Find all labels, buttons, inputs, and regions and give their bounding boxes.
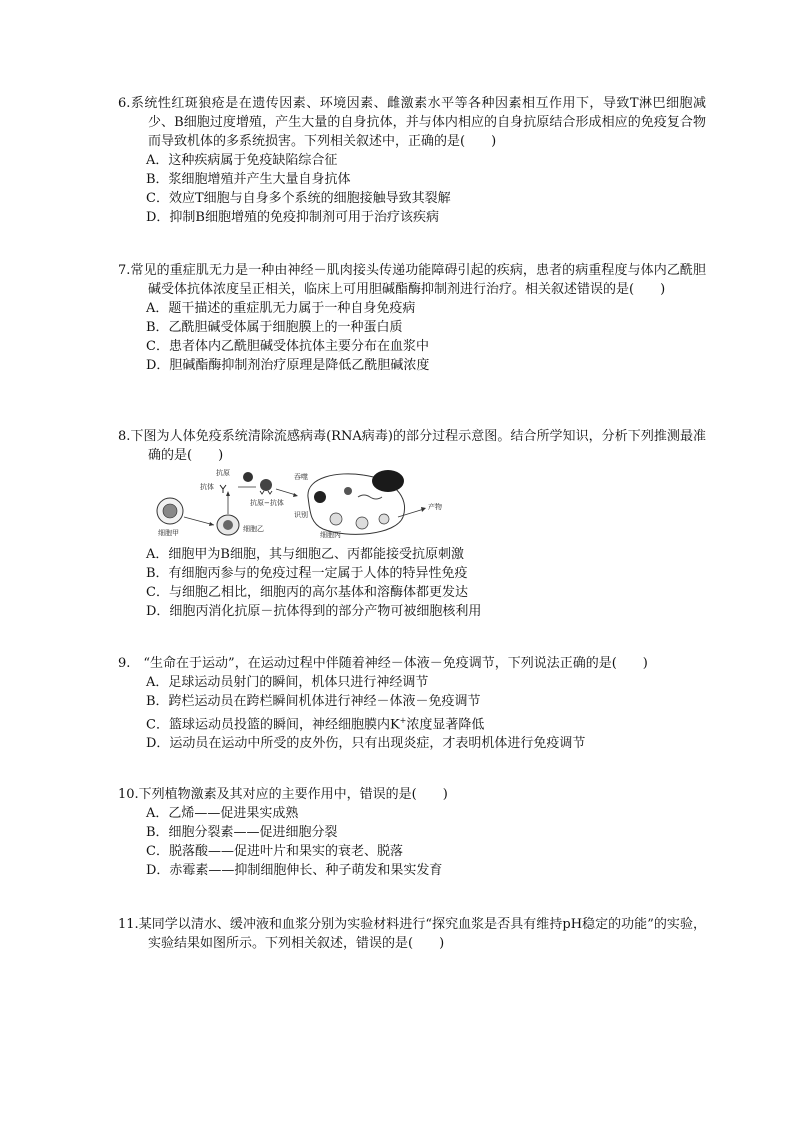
option-d: D．赤霉素——抑制细胞伸长、种子萌发和果实发育 — [146, 863, 443, 878]
product-label: 产物 — [428, 503, 442, 511]
arrow-to-cell-c — [276, 489, 296, 495]
arrow-a-to-b — [184, 517, 214, 525]
option-list — [118, 673, 706, 753]
question-stem: 9. “生命在于运动”，在运动过程中伴随着神经－体液－免疫调节，下列说法正确的是( ) — [118, 656, 648, 671]
question-10 — [118, 785, 706, 880]
option-d: D．运动员在运动中所受的皮外伤，只有出现炎症，才表明机体进行免疫调节 — [146, 736, 586, 752]
option-list — [118, 151, 706, 227]
option-d: D．细胞丙消化抗原－抗体得到的部分产物可被细胞核利用 — [146, 604, 482, 619]
phagosome — [356, 517, 368, 529]
question-6 — [118, 94, 706, 227]
option-a: A．细胞甲为B细胞，其与细胞乙、丙都能接受抗原刺激 — [146, 547, 464, 562]
question-stem: 8.下图为人体免疫系统清除流感病毒(RNA病毒)的部分过程示意图。结合所学知识，分析下列推测最准确的是( ) — [118, 429, 706, 463]
option-b: B．跨栏运动员在跨栏瞬间机体进行神经－体液－免疫调节 — [146, 694, 481, 709]
option-c: C．与细胞乙相比，细胞丙的高尔基体和溶酶体都更发达 — [146, 585, 468, 600]
option-c-text: C．篮球运动员投篮的瞬间，神经细胞膜内K — [146, 717, 400, 733]
option-list — [118, 804, 706, 880]
option-b: B．有细胞丙参与的免疫过程一定属于人体的特异性免疫 — [146, 566, 468, 581]
antibody-symbol — [220, 485, 226, 493]
option-c: C．效应T细胞与自身多个系统的细胞接触导致其裂解 — [146, 191, 451, 206]
cell-c-nucleus — [372, 470, 404, 492]
option-d: D．胆碱酯酶抑制剂治疗原理是降低乙酰胆碱浓度 — [146, 358, 430, 373]
arrow-head — [421, 507, 426, 512]
arrow-head — [209, 522, 214, 526]
phagosome — [379, 514, 389, 524]
cell-c-label: 细胞丙 — [320, 531, 341, 539]
cell-b-label: 细胞乙 — [243, 525, 264, 533]
cell-b-nucleus — [223, 520, 233, 530]
vesicle — [314, 491, 326, 503]
option-c: C．脱落酸——促进叶片和果实的衰老、脱落 — [146, 844, 403, 859]
antigen-symbol — [243, 472, 253, 482]
option-list — [118, 545, 706, 621]
arrow-head — [226, 491, 230, 496]
option-c-text-end: 浓度显著降低 — [406, 717, 485, 733]
complex-symbol — [260, 479, 272, 491]
option-b: B．乙酰胆碱受体属于细胞膜上的一种蛋白质 — [146, 320, 403, 335]
lysosome — [344, 487, 352, 495]
question-stem: 10.下列植物激素及其对应的主要作用中，错误的是( ) — [118, 787, 448, 802]
question-stem: 6.系统性红斑狼疮是在遗传因素、环境因素、雌激素水平等各种因素相互作用下，导致T淋巴细胞减少、B细胞过度增殖，产生大量的自身抗体，并与体内相应的自身抗原结合形成相应的免疫复合物而导致机体的多系统损害。下列相关叙述中，正确的是( ) — [118, 96, 706, 149]
phagosome — [330, 513, 342, 525]
question-8 — [118, 427, 706, 621]
engulf-label: 吞噬 — [294, 473, 308, 481]
option-d: D．抑制B细胞增殖的免疫抑制剂可用于治疗该疾病 — [146, 210, 439, 225]
question-7 — [118, 261, 706, 375]
arrow-head — [293, 493, 298, 497]
option-a: A．题干描述的重症肌无力属于一种自身免疫病 — [146, 301, 416, 316]
option-b: B．浆细胞增殖并产生大量自身抗体 — [146, 172, 351, 187]
cell-a-label: 细胞甲 — [158, 529, 179, 537]
question-9 — [118, 654, 706, 753]
option-c — [118, 711, 706, 734]
question-stem: 11.某同学以清水、缓冲液和血浆分别为实验材料进行“探究血浆是否具有维持pH稳定的功能”的实验，实验结果如图所示。下列相关叙述，错误的是( ) — [118, 917, 706, 951]
option-b: B．细胞分裂素——促进细胞分裂 — [146, 825, 338, 840]
antibody-label: 抗体 — [200, 483, 214, 491]
cell-a-nucleus — [163, 504, 177, 518]
recognize-label: 识别 — [294, 511, 308, 519]
immune-process-figure — [148, 467, 448, 539]
option-a: A．乙烯——促进果实成熟 — [146, 806, 299, 821]
complex-label: 抗原−抗体 — [250, 499, 284, 507]
immune-process-diagram — [148, 467, 448, 539]
option-c: C．患者体内乙酰胆碱受体抗体主要分布在血浆中 — [146, 339, 429, 354]
question-stem: 7.常见的重症肌无力是一种由神经－肌肉接头传递功能障碍引起的疾病，患者的病重程度与体内乙酰胆碱受体抗体浓度呈正相关，临床上可用胆碱酯酶抑制剂进行治疗。相关叙述错误的是( ) — [118, 263, 706, 297]
antigen-label: 抗原 — [216, 469, 230, 477]
option-a: A．这种疾病属于免疫缺陷综合征 — [146, 153, 338, 168]
option-a: A．足球运动员射门的瞬间，机体只进行神经调节 — [146, 675, 429, 690]
complex-antibodies — [260, 491, 272, 494]
option-list — [118, 299, 706, 375]
superscript-plus: + — [399, 716, 407, 725]
question-11 — [118, 915, 706, 953]
